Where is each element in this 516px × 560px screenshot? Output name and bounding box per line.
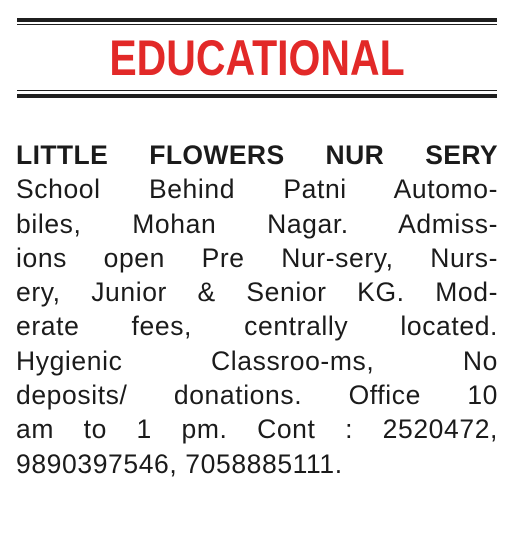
section-heading: EDUCATIONAL — [109, 30, 405, 86]
ad-text-line: ery, Junior & Senior KG. Mod- — [16, 277, 498, 308]
top-thin-rule — [17, 24, 497, 25]
ad-text-line: biles, Mohan Nagar. Admiss- — [16, 208, 498, 239]
ad-school-name: LITTLE FLOWERS NUR SERY — [16, 140, 498, 170]
ad-text-line: ions open Pre Nur-sery, Nurs- — [16, 242, 498, 273]
ad-text-line: deposits/ donations. Office 10 — [16, 380, 498, 411]
ad-text-line: School Behind Patni Automo- — [16, 174, 498, 205]
bottom-thick-rule — [17, 94, 497, 98]
top-thick-rule — [17, 18, 497, 22]
ad-text-line: am to 1 pm. Cont : 2520472, — [16, 414, 498, 445]
ad-text-line: erate fees, centrally located. — [16, 311, 498, 342]
bottom-thin-rule — [17, 90, 497, 91]
ad-text-line: Hygienic Classroo-ms, No — [16, 345, 498, 376]
ad-body — [16, 138, 498, 481]
ad-contact-numbers: 9890397546, 7058885111. — [16, 448, 343, 479]
